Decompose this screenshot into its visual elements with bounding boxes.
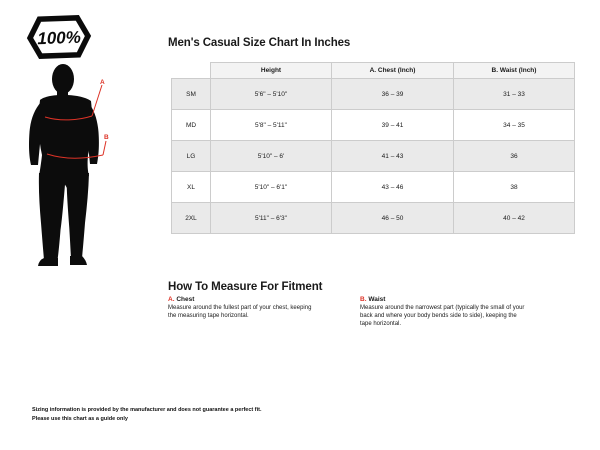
- waist-cell: 38: [454, 172, 575, 203]
- height-cell: 5'10" – 6': [211, 141, 332, 172]
- figure-label-b: B: [104, 134, 109, 141]
- chest-cell: 43 – 46: [332, 172, 454, 203]
- size-cell: LG: [172, 141, 211, 172]
- table-row-md: [172, 110, 575, 141]
- fit-figure: [18, 58, 158, 277]
- chest-column-header: A. Chest (Inch): [332, 63, 454, 79]
- measure-chest-title: Chest: [176, 296, 195, 303]
- waist-cell: 40 – 42: [454, 203, 575, 234]
- measure-chest-prefix: A.: [168, 296, 175, 303]
- waist-cell: 34 – 35: [454, 110, 575, 141]
- hexagon-badge-icon: [26, 12, 92, 62]
- waist-column-header: B. Waist (Inch): [454, 63, 575, 79]
- size-cell: SM: [172, 79, 211, 110]
- table-row-xl: [172, 172, 575, 203]
- disclaimer-line-2: Please use this chart as a guide only: [32, 416, 128, 423]
- height-cell: 5'11" – 6'3": [211, 203, 332, 234]
- height-cell: 5'6" – 5'10": [211, 79, 332, 110]
- blank-header-cell: [172, 63, 211, 79]
- waist-cell: 31 – 33: [454, 79, 575, 110]
- page-title: Men's Casual Size Chart In Inches: [168, 37, 351, 49]
- size-cell: 2XL: [172, 203, 211, 234]
- male-silhouette: [18, 58, 158, 272]
- chest-pointer-line: [92, 85, 102, 116]
- table-header-row: [172, 63, 575, 79]
- measure-chest-text: Measure around the fullest part of your chest, keeping the measuring tape horizontal.: [168, 305, 312, 320]
- table-row-2xl: [172, 203, 575, 234]
- chest-cell: 36 – 39: [332, 79, 454, 110]
- measure-chest-label: [168, 296, 320, 304]
- chest-cell: 39 – 41: [332, 110, 454, 141]
- table-row-sm: [172, 79, 575, 110]
- size-chart-table: [171, 62, 575, 234]
- measure-waist-label: [360, 296, 530, 304]
- measure-waist-prefix: B.: [360, 296, 367, 303]
- height-cell: 5'10" – 6'1": [211, 172, 332, 203]
- height-cell: 5'8" – 5'11": [211, 110, 332, 141]
- chest-cell: 46 – 50: [332, 203, 454, 234]
- waist-cell: 36: [454, 141, 575, 172]
- logo-text: 100%: [36, 27, 82, 49]
- measure-waist-block: [360, 296, 530, 329]
- measure-section-heading: How To Measure For Fitment: [168, 281, 323, 293]
- disclaimer-line-1: Sizing information is provided by the manufacturer and does not guarantee a perfect fit.: [32, 407, 262, 413]
- chest-cell: 41 – 43: [332, 141, 454, 172]
- measure-waist-title: Waist: [368, 296, 386, 303]
- waist-pointer-line: [103, 141, 106, 155]
- height-column-header: Height: [211, 63, 332, 79]
- table-row-lg: [172, 141, 575, 172]
- figure-label-a: A: [100, 79, 105, 86]
- size-cell: XL: [172, 172, 211, 203]
- disclaimer: [32, 406, 262, 424]
- measure-waist-text: Measure around the narrowest part (typically the small of your back and where your body bends side to side), keeping the tape horizontal.: [360, 305, 525, 328]
- size-cell: MD: [172, 110, 211, 141]
- measure-chest-block: [168, 296, 320, 321]
